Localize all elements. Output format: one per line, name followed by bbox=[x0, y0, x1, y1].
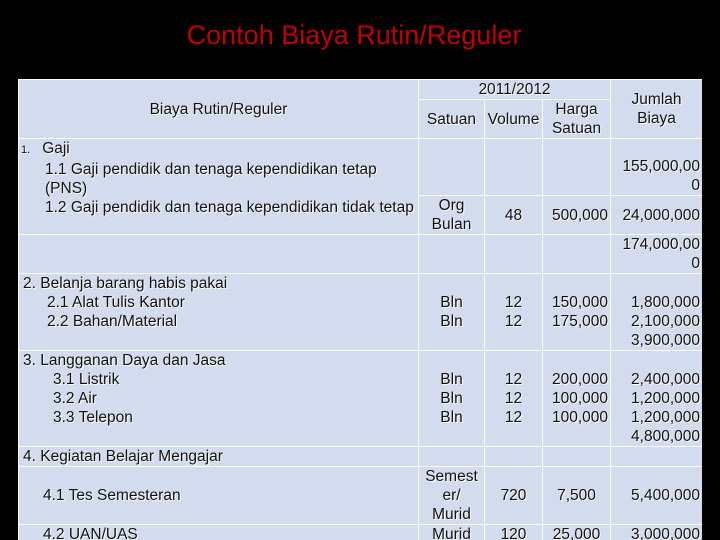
row-daya bbox=[19, 351, 703, 447]
harga-barang: 150,000 175,000 bbox=[543, 274, 611, 351]
cell-daya-items bbox=[19, 351, 419, 447]
header-year: 2011/2012 bbox=[419, 80, 611, 100]
item-listrik: 3.1 Listrik bbox=[53, 371, 120, 388]
header-item: Biaya Rutin/Reguler bbox=[19, 80, 419, 139]
header-satuan: Satuan bbox=[419, 100, 485, 139]
jumlah-barang: 1,800,000 2,100,000 3,900,000 bbox=[611, 274, 702, 351]
satuan-uan: Murid bbox=[419, 525, 485, 540]
satuan-daya: Bln Bln Bln bbox=[419, 351, 485, 447]
harga-uan: 25,000 bbox=[543, 525, 611, 540]
row-uan bbox=[19, 525, 703, 540]
item-uan: 4.2 UAN/UAS bbox=[19, 525, 419, 540]
jumlah-tes: 5,400,000 bbox=[611, 467, 702, 525]
row-gaji-total bbox=[19, 235, 703, 274]
volume-uan: 120 bbox=[485, 525, 543, 540]
volume-tes: 720 bbox=[485, 467, 543, 525]
item-air: 3.2 Air bbox=[53, 390, 97, 407]
item-tes: 4.1 Tes Semesteran bbox=[19, 467, 419, 525]
item-bahan: 2.2 Bahan/Material bbox=[47, 313, 178, 330]
harga-daya: 200,000 100,000 100,000 bbox=[543, 351, 611, 447]
jumlah-gaji-pns: 155,000,00 0 bbox=[611, 139, 702, 196]
cell-barang-items bbox=[19, 274, 419, 351]
row-tes bbox=[19, 467, 703, 525]
row-barang bbox=[19, 274, 703, 351]
volume-gaji: 48 bbox=[485, 196, 543, 235]
jumlah-daya: 2,400,000 1,200,000 1,200,000 4,800,000 bbox=[611, 351, 702, 447]
row-kbm-title bbox=[19, 447, 703, 467]
section-barang-title: 2. Belanja barang habis pakai bbox=[23, 275, 228, 292]
total-daya: 4,800,000 bbox=[631, 428, 701, 445]
satuan-barang: Bln Bln bbox=[419, 274, 485, 351]
cost-table bbox=[18, 79, 702, 540]
jumlah-gaji-tidak-tetap: 24,000,000 bbox=[611, 196, 702, 235]
volume-barang: 12 12 bbox=[485, 274, 543, 351]
header-jumlah: Jumlah Biaya bbox=[611, 80, 702, 139]
header-volume: Volume bbox=[485, 100, 543, 139]
cost-table-area bbox=[18, 79, 702, 540]
item-gaji-tidak-tetap: 1.2 Gaji pendidik dan tenaga kependidikan tidak tetap bbox=[45, 199, 414, 216]
harga-tes: 7,500 bbox=[543, 467, 611, 525]
slide-title: Contoh Biaya Rutin/Reguler bbox=[186, 20, 522, 50]
section-gaji-title: 1. Gaji bbox=[21, 140, 70, 157]
item-gaji-pns: 1.1 Gaji pendidik dan tenaga kependidikan tetap (PNS) bbox=[45, 161, 377, 197]
satuan-tes: Semest er/ Murid bbox=[419, 467, 485, 525]
row-gaji-pns bbox=[19, 139, 703, 196]
item-telepon: 3.3 Telepon bbox=[53, 409, 133, 426]
harga-gaji: 500,000 bbox=[543, 196, 611, 235]
header-row bbox=[19, 80, 703, 100]
section-daya-title: 3. Langganan Daya dan Jasa bbox=[23, 352, 226, 369]
jumlah-uan: 3,000,000 bbox=[611, 525, 702, 540]
volume-daya: 12 12 12 bbox=[485, 351, 543, 447]
satuan-gaji: Org Bulan bbox=[419, 196, 485, 235]
header-harga: Harga Satuan bbox=[543, 100, 611, 139]
total-gaji: 174,000,00 0 bbox=[611, 235, 702, 274]
total-barang: 3,900,000 bbox=[631, 332, 701, 349]
section-kbm-title: 4. Kegiatan Belajar Mengajar bbox=[19, 447, 419, 467]
cell-gaji-items bbox=[19, 139, 419, 235]
item-atk: 2.1 Alat Tulis Kantor bbox=[47, 294, 185, 311]
